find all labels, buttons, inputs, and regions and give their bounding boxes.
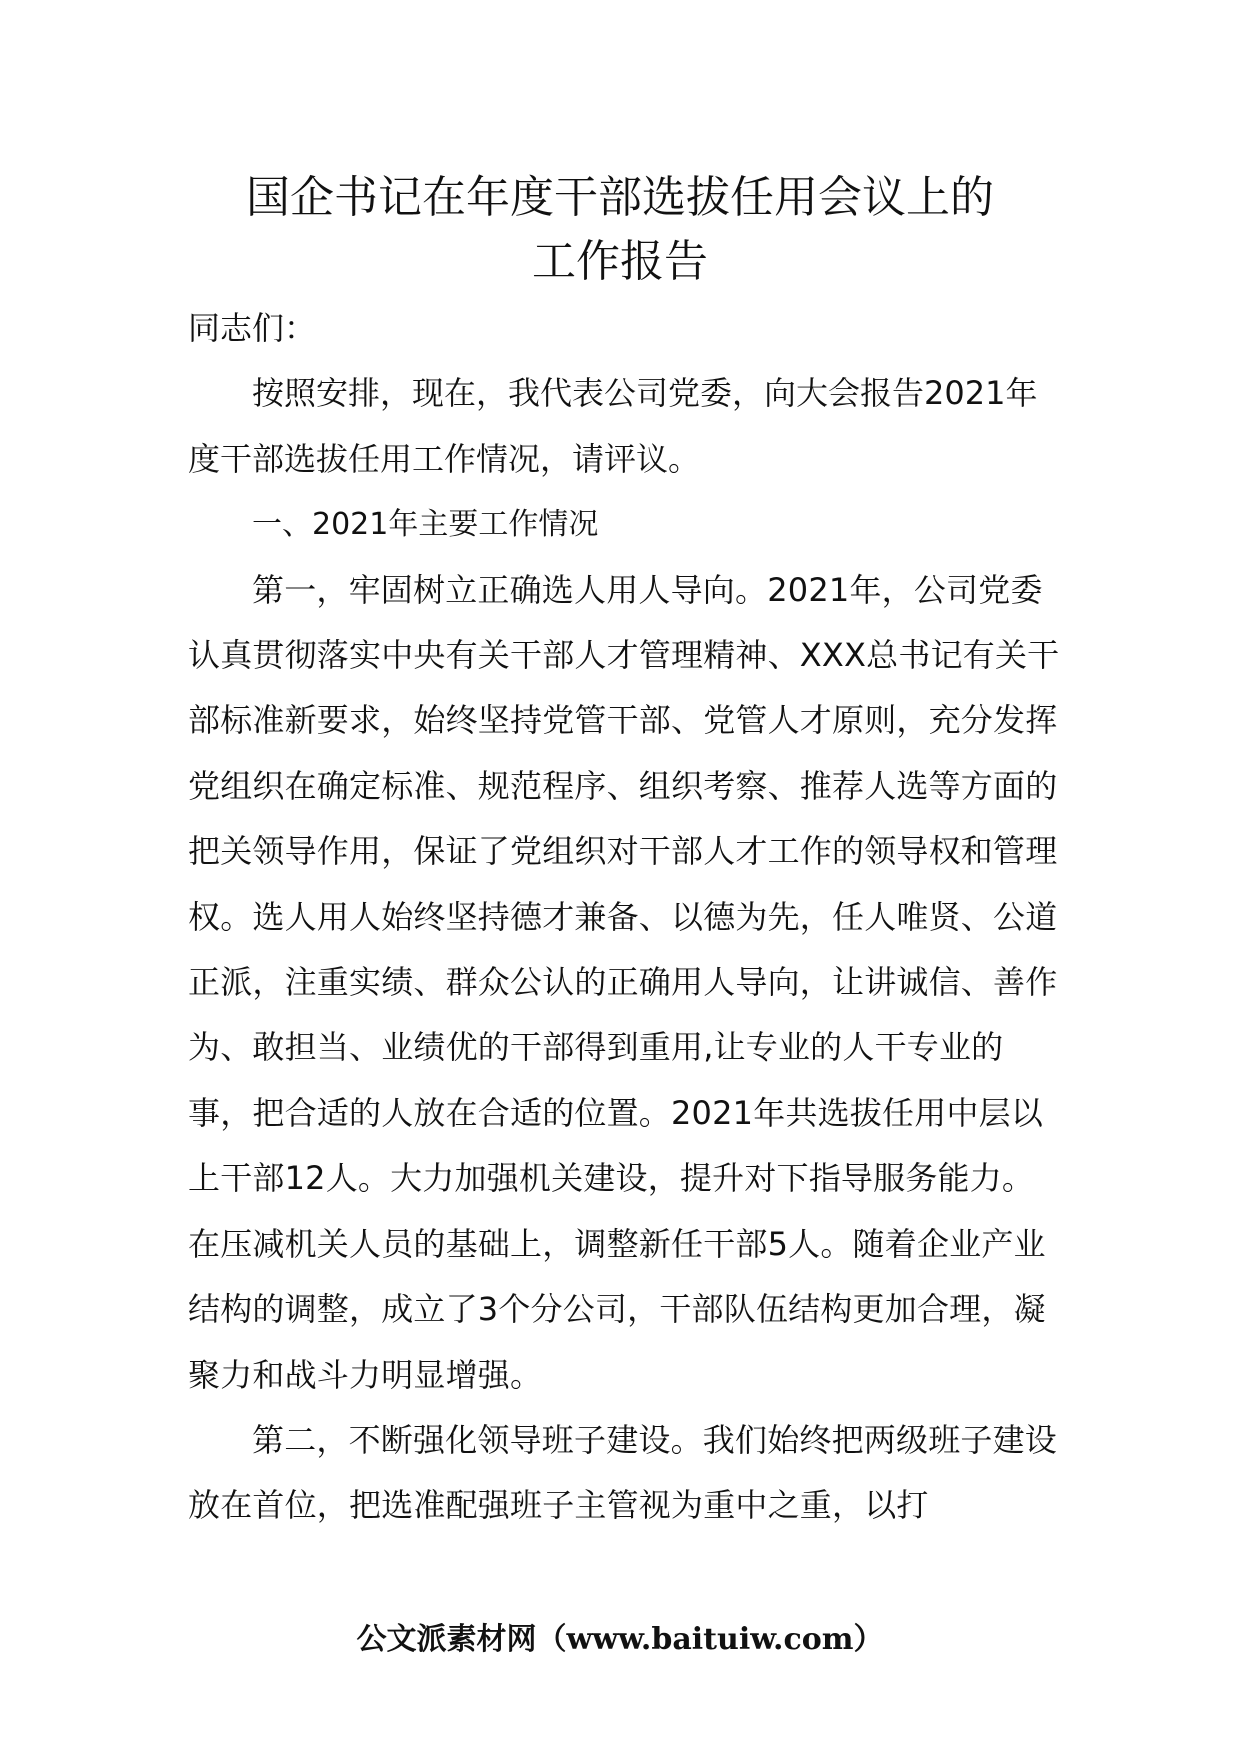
intro-paragraph: 按照安排，现在，我代表公司党委，向大会报告2021年度干部选拔任用工作情况，请评议。 xyxy=(188,374,1038,478)
section-heading-1: 一、2021年主要工作情况 xyxy=(252,507,599,543)
salutation: 同志们： xyxy=(188,309,317,347)
footer-watermark: 公文派素材网（www.baituiw.com） xyxy=(356,1622,884,1657)
paragraph-2: 第二，不断强化领导班子建设。我们始终把两级班子建设放在首位，把选准配强班子主管视为重中之重，以打 xyxy=(188,1420,1058,1525)
document-title-line-2: 工作报告 xyxy=(532,236,708,287)
paragraph-1: 第一，牢固树立正确选人用人导向。2021年，公司党委认真贯彻落实中央有关干部人才管理精神、XXX总书记有关干部标准新要求，始终坚持党管干部、党管人才原则，充分发挥党组织在确定标准、规范程序、组织考察、推荐人选等方面的把关领导作用，保证了党组织对干部人才工作的领导权和管理权。选人用人始终坚持德才兼备、以德为先，任人唯贤、公道正派，注重实绩、群众公认的正确用人导向，让讲诚信、善作为、敢担当、业绩优的干部得到重用,让专业的人干专业的事，把合适的人放在合适的位置。2021年共选拔任用中层以上干部12人。大力加强机关建设，提升对下指导服务能力。在压减机关人员的基础上，调整新任干部5人。随着企业产业结构的调整，成立了3个分公司，干部队伍结构更加合理，凝聚力和战斗力明显增强。 xyxy=(188,570,1060,1394)
document-title-line-1: 国企书记在年度干部选拔任用会议上的 xyxy=(246,172,994,223)
document-body xyxy=(188,296,1060,1539)
